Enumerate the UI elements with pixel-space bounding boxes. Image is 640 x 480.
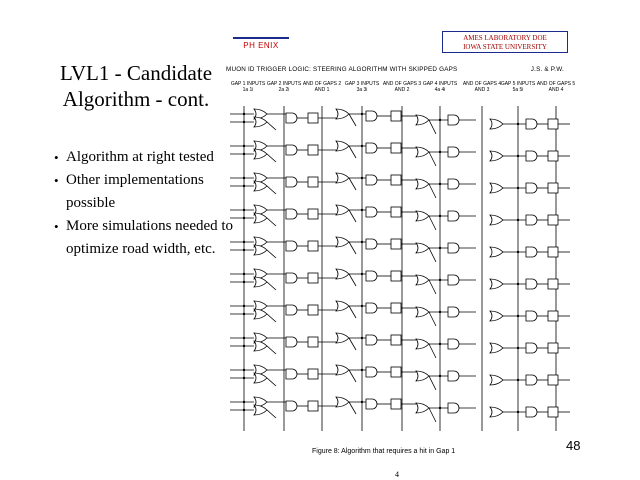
or-gate-symbol [336, 269, 349, 279]
schematic-wire [429, 120, 436, 134]
figure-caption: Figure 8: Algorithm that requires a hit in Gap 1 [312, 448, 456, 455]
logic-block [391, 303, 401, 313]
logic-block [391, 207, 401, 217]
junction-dot [517, 379, 519, 381]
and-gate-symbol [448, 115, 459, 125]
logic-block [391, 175, 401, 185]
column-labels [226, 81, 576, 105]
footer-mark: 4 [395, 470, 399, 479]
logic-block [308, 145, 318, 155]
and-gate-symbol [526, 151, 537, 161]
schematic-wire [267, 410, 276, 418]
junction-dot [243, 209, 245, 211]
schematic-wire [349, 242, 356, 254]
or-gate-symbol [254, 117, 267, 127]
schematic-wire [349, 114, 356, 126]
and-gate-symbol [286, 209, 297, 219]
or-gate-symbol [336, 173, 349, 183]
junction-dot [439, 183, 441, 185]
or-gate-symbol [490, 151, 503, 161]
or-gate-symbol [416, 179, 429, 189]
and-gate-symbol [366, 175, 377, 185]
logic-block [308, 113, 318, 123]
junction-dot [243, 305, 245, 307]
schematic-wire [349, 306, 356, 318]
junction-dot [361, 209, 363, 211]
junction-dot [243, 401, 245, 403]
logic-block [391, 111, 401, 121]
logic-block [391, 399, 401, 409]
and-gate-symbol [526, 183, 537, 193]
junction-dot [439, 375, 441, 377]
junction-dot [517, 219, 519, 221]
schematic-wire [429, 280, 436, 294]
schematic-wire [349, 178, 356, 190]
logic-block [308, 337, 318, 347]
or-gate-symbol [254, 309, 267, 319]
or-gate-symbol [490, 215, 503, 225]
schematic-wire [429, 376, 436, 390]
logic-block [391, 271, 401, 281]
junction-dot [517, 315, 519, 317]
or-gate-symbol [254, 277, 267, 287]
junction-dot [361, 241, 363, 243]
or-gate-symbol [490, 247, 503, 257]
junction-dot [243, 369, 245, 371]
column-label: GAP 5 INPUTS 5a 5i [500, 81, 536, 93]
schematic-wire [267, 378, 276, 386]
logic-block [308, 401, 318, 411]
schematic-wire [349, 210, 356, 222]
and-gate-symbol [286, 273, 297, 283]
schematic-wire [267, 314, 276, 322]
and-gate-symbol [286, 145, 297, 155]
and-gate-symbol [526, 407, 537, 417]
junction-dot [361, 305, 363, 307]
or-gate-symbol [336, 141, 349, 151]
column-label: AND OF GAPS 3 AND 2 [382, 81, 422, 93]
schematic-wire [267, 186, 276, 194]
logic-block [308, 177, 318, 187]
logic-block [548, 311, 558, 321]
schematic-wire [267, 218, 276, 226]
or-gate-symbol [490, 311, 503, 321]
logic-block [548, 183, 558, 193]
logic-block [548, 343, 558, 353]
or-gate-symbol [416, 339, 429, 349]
or-gate-symbol [490, 375, 503, 385]
phenix-logo-text: PH ENIX [243, 41, 279, 50]
and-gate-symbol [286, 369, 297, 379]
or-gate-symbol [336, 205, 349, 215]
schematic-wire [429, 312, 436, 326]
schematic-wire [349, 402, 356, 414]
and-gate-symbol [286, 305, 297, 315]
logic-block [548, 375, 558, 385]
and-gate-symbol [448, 147, 459, 157]
figure-heading [226, 66, 568, 73]
schematic-wire [349, 370, 356, 382]
junction-dot [439, 343, 441, 345]
logic-block [308, 273, 318, 283]
junction-dot [361, 337, 363, 339]
or-gate-symbol [336, 237, 349, 247]
and-gate-symbol [526, 215, 537, 225]
column-label: GAP 1 INPUTS 1a 1i [230, 81, 266, 93]
schematic-wire [429, 216, 436, 230]
logic-block [308, 369, 318, 379]
and-gate-symbol [286, 401, 297, 411]
and-gate-symbol [366, 207, 377, 217]
logic-block [548, 407, 558, 417]
and-gate-symbol [526, 343, 537, 353]
column-label: AND OF GAPS 4 AND 3 [462, 81, 502, 93]
junction-dot [243, 281, 245, 283]
and-gate-symbol [448, 307, 459, 317]
junction-dot [243, 345, 245, 347]
slide-title-line-2: Algorithm - cont. [62, 87, 210, 111]
and-gate-symbol [366, 303, 377, 313]
schematic-wire [267, 282, 276, 290]
schematic-wire [429, 152, 436, 166]
or-gate-symbol [490, 119, 503, 129]
junction-dot [243, 185, 245, 187]
iowa-state-name: IOWA STATE UNIVERSITY [463, 43, 547, 51]
schematic-wire [349, 338, 356, 350]
slide-title-line-1: LVL1 - Candidate [59, 61, 213, 85]
or-gate-symbol [490, 343, 503, 353]
schematic-wire [349, 146, 356, 158]
junction-dot [439, 247, 441, 249]
junction-dot [361, 369, 363, 371]
schematic-wire [267, 122, 276, 130]
and-gate-symbol [366, 399, 377, 409]
or-gate-symbol [254, 181, 267, 191]
junction-dot [517, 123, 519, 125]
and-gate-symbol [366, 367, 377, 377]
or-gate-symbol [254, 213, 267, 223]
or-gate-symbol [336, 109, 349, 119]
junction-dot [361, 401, 363, 403]
junction-dot [243, 153, 245, 155]
junction-dot [361, 145, 363, 147]
and-gate-symbol [286, 241, 297, 251]
logic-block [308, 241, 318, 251]
junction-dot [439, 151, 441, 153]
and-gate-symbol [448, 275, 459, 285]
junction-dot [243, 145, 245, 147]
junction-dot [361, 177, 363, 179]
column-label: AND OF GAPS 5 AND 4 [536, 81, 576, 93]
or-gate-symbol [490, 183, 503, 193]
logic-block [391, 367, 401, 377]
schematic-wire [267, 250, 276, 258]
or-gate-symbol [336, 397, 349, 407]
or-gate-symbol [416, 275, 429, 285]
or-gate-symbol [416, 371, 429, 381]
or-gate-symbol [336, 365, 349, 375]
or-gate-symbol [336, 301, 349, 311]
or-gate-symbol [254, 149, 267, 159]
schematic-wire [429, 248, 436, 262]
and-gate-symbol [366, 143, 377, 153]
junction-dot [517, 347, 519, 349]
junction-dot [517, 251, 519, 253]
junction-dot [243, 337, 245, 339]
and-gate-symbol [366, 271, 377, 281]
or-gate-symbol [416, 211, 429, 221]
or-gate-symbol [416, 115, 429, 125]
logic-schematic [226, 106, 572, 446]
column-label: GAP 2 INPUTS 2a 2i [266, 81, 302, 93]
and-gate-symbol [526, 375, 537, 385]
bullet-item: • Algorithm at right tested [54, 146, 254, 169]
junction-dot [517, 283, 519, 285]
bullet-item: • More simulations needed to optimize road width, etc. [54, 215, 254, 261]
and-gate-symbol [448, 211, 459, 221]
or-gate-symbol [416, 403, 429, 413]
and-gate-symbol [448, 339, 459, 349]
column-label: GAP 4 INPUTS 4a 4i [422, 81, 458, 93]
logic-block [308, 209, 318, 219]
junction-dot [243, 121, 245, 123]
schematic-wire [267, 154, 276, 162]
or-gate-symbol [254, 373, 267, 383]
and-gate-symbol [526, 279, 537, 289]
junction-dot [243, 409, 245, 411]
schematic-wire [267, 346, 276, 354]
slide-number: 48 [566, 438, 581, 453]
junction-dot [243, 313, 245, 315]
and-gate-symbol [286, 337, 297, 347]
slide-title [46, 60, 226, 112]
and-gate-symbol [448, 243, 459, 253]
logic-block [548, 279, 558, 289]
figure-heading-initials: J.S. & P.W. [530, 66, 564, 73]
junction-dot [439, 215, 441, 217]
and-gate-symbol [448, 179, 459, 189]
phenix-logo [233, 37, 289, 59]
or-gate-symbol [254, 341, 267, 351]
ames-lab-name: AMES LABORATORY DOE [463, 34, 547, 42]
junction-dot [243, 377, 245, 379]
and-gate-symbol [286, 177, 297, 187]
junction-dot [361, 113, 363, 115]
and-gate-symbol [526, 119, 537, 129]
logic-block [308, 305, 318, 315]
junction-dot [439, 119, 441, 121]
junction-dot [243, 273, 245, 275]
or-gate-symbol [416, 307, 429, 317]
and-gate-symbol [526, 247, 537, 257]
schematic-wire [429, 344, 436, 358]
bullet-list [54, 146, 254, 261]
schematic-wire [349, 274, 356, 286]
column-label: AND OF GAPS 2 AND 1 [302, 81, 342, 93]
and-gate-symbol [448, 371, 459, 381]
junction-dot [243, 177, 245, 179]
junction-dot [439, 311, 441, 313]
figure-heading-text: MUON ID TRIGGER LOGIC: STEERING ALGORITHM WITH SKIPPED GAPS [226, 66, 458, 73]
ames-lab-box [442, 31, 568, 53]
junction-dot [517, 187, 519, 189]
or-gate-symbol [254, 245, 267, 255]
junction-dot [243, 249, 245, 251]
and-gate-symbol [366, 239, 377, 249]
logic-block [548, 247, 558, 257]
junction-dot [439, 407, 441, 409]
logic-block [548, 151, 558, 161]
and-gate-symbol [366, 335, 377, 345]
schematic-wire [429, 408, 436, 422]
logic-block [391, 239, 401, 249]
or-gate-symbol [490, 279, 503, 289]
or-gate-symbol [254, 405, 267, 415]
or-gate-symbol [416, 243, 429, 253]
or-gate-symbol [416, 147, 429, 157]
or-gate-symbol [490, 407, 503, 417]
logic-block [391, 143, 401, 153]
logic-block [391, 335, 401, 345]
bullet-item: • Other implementations possible [54, 169, 254, 215]
column-label: GAP 3 INPUTS 3a 3i [344, 81, 380, 93]
junction-dot [361, 273, 363, 275]
logic-block [548, 215, 558, 225]
junction-dot [243, 113, 245, 115]
junction-dot [517, 155, 519, 157]
junction-dot [243, 241, 245, 243]
schematic-wire [429, 184, 436, 198]
junction-dot [517, 411, 519, 413]
junction-dot [439, 279, 441, 281]
logic-block [548, 119, 558, 129]
and-gate-symbol [366, 111, 377, 121]
and-gate-symbol [448, 403, 459, 413]
and-gate-symbol [286, 113, 297, 123]
junction-dot [243, 217, 245, 219]
or-gate-symbol [336, 333, 349, 343]
and-gate-symbol [526, 311, 537, 321]
